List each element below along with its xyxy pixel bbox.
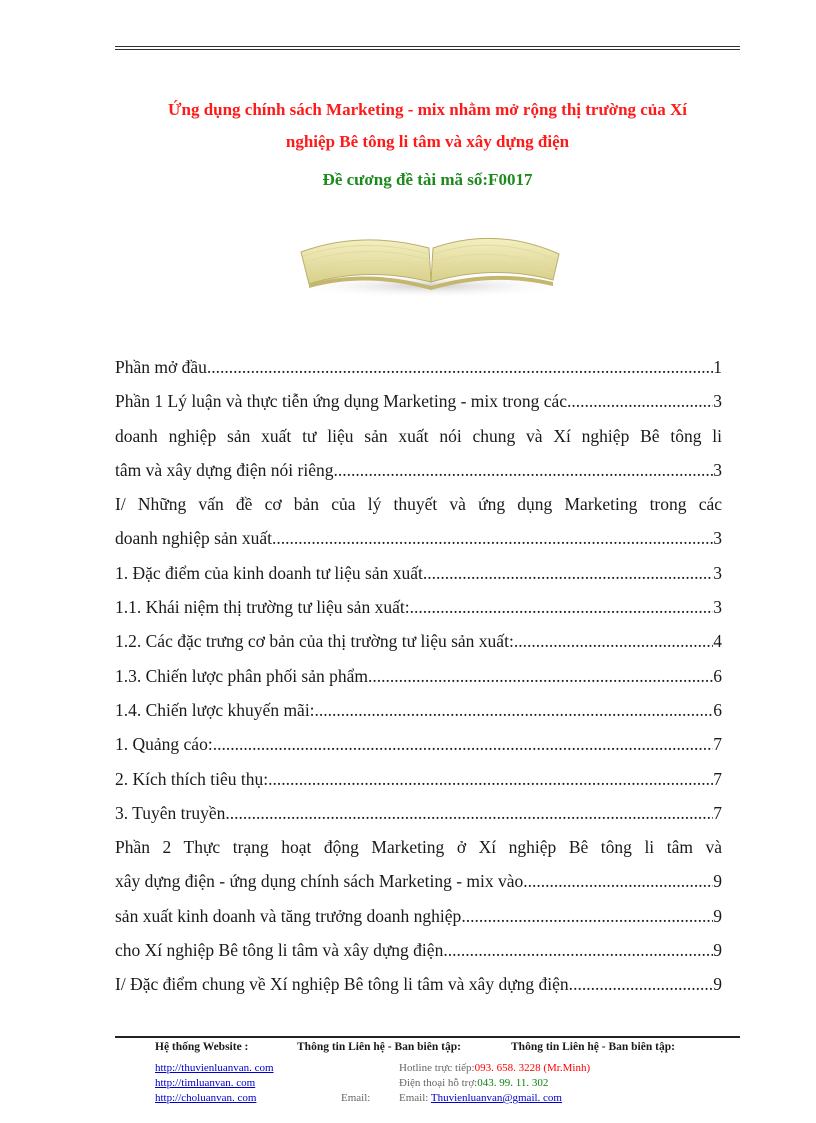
toc-entry-text: 1.2. Các đặc trưng cơ bản của thị trường tư liệu sản xuất: <box>115 631 514 652</box>
toc-entry-continuation: I/ Những vấn đề cơ bản của lý thuyết và ứng dụng Marketing trong các <box>115 494 722 515</box>
toc-entry-text: 1.1. Khái niệm thị trường tư liệu sản xuất: <box>115 597 410 618</box>
toc-entry <box>115 796 722 830</box>
toc-entry-text: 3. Tuyên truyền <box>115 802 226 823</box>
toc-entry <box>115 453 722 487</box>
toc-entry-text: doanh nghiệp sản xuất. <box>115 528 277 549</box>
footer-phone-value: 043. 99. 11. 302 <box>477 1077 549 1089</box>
footer-email-link[interactable]: Thuvienluanvan@gmail. com <box>430 1092 562 1104</box>
toc-page-number: 9 <box>713 871 722 892</box>
footer-link-timluanvan[interactable]: http://timluanvan. com <box>155 1077 256 1089</box>
toc-leader <box>514 624 713 658</box>
toc-entry <box>115 590 722 624</box>
toc-entry <box>115 864 722 898</box>
table-of-contents <box>115 350 722 1002</box>
toc-leader <box>315 693 714 727</box>
toc-entry <box>115 521 722 555</box>
toc-page-number: 6 <box>713 699 722 720</box>
toc-entry <box>115 624 722 658</box>
toc-leader <box>410 590 714 624</box>
document-title-line-1: Ứng dụng chính sách Marketing - mix nhằm mở rộng thị trường của Xí <box>167 100 688 119</box>
toc-page-number: 9 <box>713 940 722 961</box>
footer-hotline-value: 093. 658. 3228 (Mr.Minh) <box>474 1062 591 1074</box>
toc-page-number: 7 <box>713 734 722 755</box>
footer-hotline-label: Hotline trực tiếp: <box>399 1062 475 1074</box>
toc-leader <box>338 453 713 487</box>
open-book-image <box>281 210 571 300</box>
footer-email-label-left: Email: <box>341 1092 371 1104</box>
toc-page-number: 9 <box>713 974 722 995</box>
toc-entry-text: 2. Kích thích tiêu thụ: <box>115 768 269 789</box>
toc-entry-text: 1.4. Chiến lược khuyến mãi: <box>115 699 315 720</box>
header-rule-bottom <box>115 49 740 50</box>
toc-leader <box>372 659 713 693</box>
toc-page-number: 6 <box>713 665 722 686</box>
toc-page-number: 3 <box>713 597 722 618</box>
toc-leader <box>207 350 713 384</box>
toc-entry-text: xây dựng điện - ứng dụng chính sách Marketing - mix vào <box>115 871 524 892</box>
footer-contact-heading: Thông tin Liên hệ - Ban biên tập: <box>297 1041 461 1053</box>
toc-entry-continuation: doanh nghiệp sản xuất tư liệu sản xuất nói chung và Xí nghiệp Bê tông li <box>115 425 722 446</box>
document-subtitle: Đề cương đề tài mã số:F0017 <box>322 170 533 189</box>
toc-page-number: 4 <box>713 631 722 652</box>
toc-page-number: 1 <box>713 357 722 377</box>
footer-email <box>399 1092 562 1104</box>
toc-page-number: 9 <box>713 905 722 926</box>
toc-entry <box>115 967 722 1001</box>
toc-leader <box>276 521 713 555</box>
toc-page-number: 3 <box>713 391 722 412</box>
footer-link-choluanvan[interactable]: http://choluanvan. com <box>155 1092 257 1104</box>
footer-contact-heading-2: Thông tin Liên hệ - Ban biên tập: <box>511 1041 675 1053</box>
toc-entry-text: I/ Đặc điểm chung về Xí nghiệp Bê tông li tâm và xây dựng điện. <box>115 974 574 995</box>
footer-website-heading: Hệ thống Website : <box>155 1041 249 1053</box>
toc-entry <box>115 556 722 590</box>
toc-leader <box>567 384 713 418</box>
document-title-line-2: nghiệp Bê tông li tâm và xây dựng điện <box>285 132 570 151</box>
toc-leader <box>225 796 713 830</box>
toc-leader <box>427 556 713 590</box>
toc-entry <box>115 659 722 693</box>
footer-phone <box>399 1077 548 1089</box>
toc-page-number: 7 <box>713 768 722 789</box>
toc-entry <box>115 693 722 727</box>
toc-page-number: 3 <box>713 459 722 480</box>
toc-entry-text: 1. Quảng cáo: <box>115 734 213 755</box>
footer-rule <box>115 1036 740 1038</box>
toc-leader <box>461 899 713 933</box>
toc-entry-text: Phần mở đầu <box>115 357 207 377</box>
toc-leader <box>523 864 713 898</box>
toc-entry-text: Phần 1 Lý luận và thực tiễn ứng dụng Marketing - mix trong các <box>115 391 567 412</box>
toc-entry <box>115 933 722 967</box>
toc-entry <box>115 727 722 761</box>
footer-hotline <box>399 1062 590 1074</box>
toc-page-number: 7 <box>713 802 722 823</box>
toc-leader <box>448 933 714 967</box>
toc-entry-text: cho Xí nghiệp Bê tông li tâm và xây dựng điện. <box>115 940 448 961</box>
toc-page-number: 3 <box>713 528 722 549</box>
footer-phone-label: Điện thoại hỗ trợ: <box>399 1077 478 1089</box>
toc-entry <box>115 384 722 418</box>
toc-entry-text: 1.3. Chiến lược phân phối sản phẩm. <box>115 665 373 686</box>
toc-entry <box>115 762 722 796</box>
toc-entry <box>115 899 722 933</box>
toc-leader <box>268 762 713 796</box>
footer-email-label: Email: <box>399 1092 429 1104</box>
toc-entry-continuation: Phần 2 Thực trạng hoạt động Marketing ở Xí nghiệp Bê tông li tâm và <box>115 837 722 858</box>
toc-entry-text: sản xuất kinh doanh và tăng trưởng doanh nghiệp <box>115 905 462 926</box>
footer-link-thuvienluanvan[interactable]: http://thuvienluanvan. com <box>155 1062 274 1074</box>
toc-entry-text: 1. Đặc điểm của kinh doanh tư liệu sản xuất. <box>115 562 428 583</box>
toc-leader <box>573 967 713 1001</box>
toc-entry-text: tâm và xây dựng điện nói riêng. <box>115 459 338 480</box>
header-rule-top <box>115 46 740 47</box>
toc-page-number: 3 <box>713 562 722 583</box>
toc-entry <box>115 350 722 384</box>
toc-leader <box>213 727 714 761</box>
